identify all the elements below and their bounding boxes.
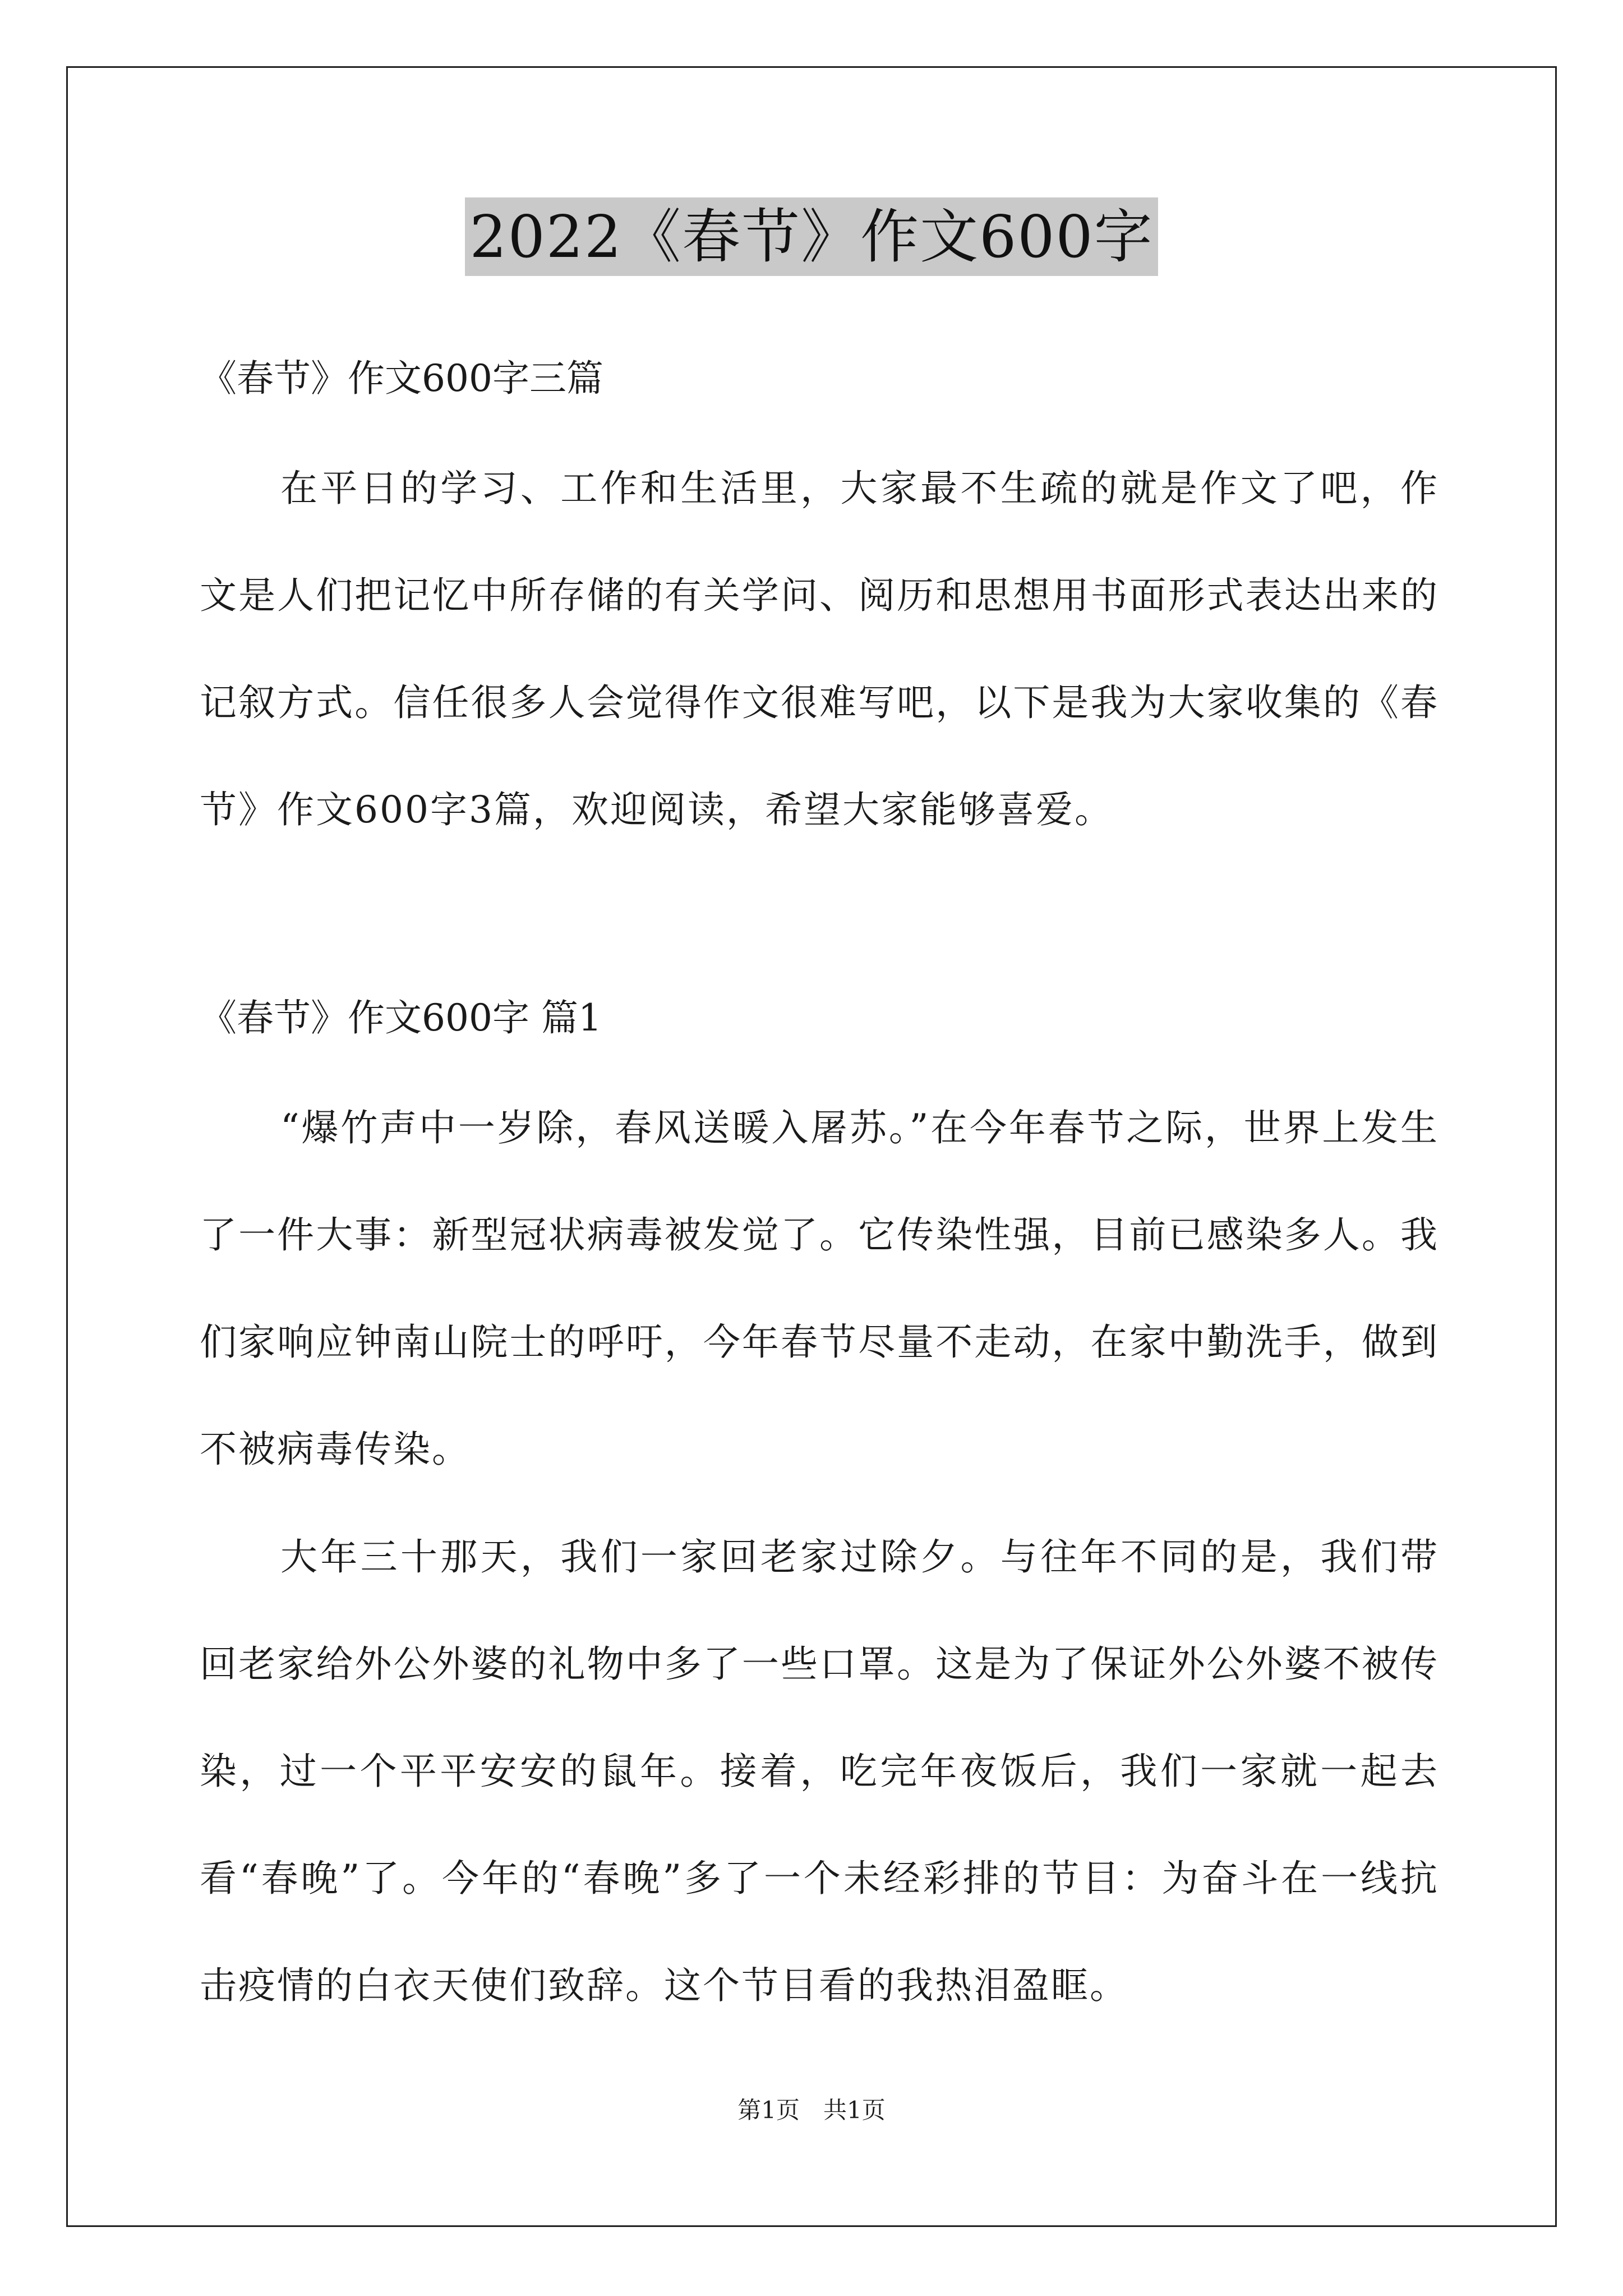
document-subtitle: 《春节》作文600字三篇	[200, 357, 603, 400]
intro-paragraph: 在平日的学习、工作和生活里，大家最不生疏的就是作文了吧，作文是人们把记忆中所存储的有关学问、阅历和思想用书面形式表达出来的记叙方式。信任很多人会觉得作文很难写吧，以下是我为大家收集的《春节》作文600字3篇，欢迎阅读，希望大家能够喜爱。	[200, 467, 1439, 831]
body-paragraph-2: 大年三十那天，我们一家回老家过除夕。与往年不同的是，我们带回老家给外公外婆的礼物中多了一些口罩。这是为了保证外公外婆不被传染，过一个平平安安的鼠年。接着，吃完年夜饭后，我们一家就一起去看“春晚”了。今年的“春晚”多了一个未经彩排的节目：为奋斗在一线抗击疫情的白衣天使们致辞。这个节目看的我热泪盈眶。	[200, 1535, 1439, 2007]
document-title: 2022《春节》作文600字	[465, 197, 1158, 276]
page-footer: 第1页 共1页	[737, 2096, 886, 2124]
section-heading: 《春节》作文600字 篇1	[200, 996, 602, 1039]
title-container	[0, 197, 1623, 276]
body-paragraph-1: “爆竹声中一岁除，春风送暖入屠苏。”在今年春节之际，世界上发生了一件大事：新型冠状病毒被发觉了。它传染性强，目前已感染多人。我们家响应钟南山院士的呼吁，今年春节尽量不走动，在家中勤洗手，做到不被病毒传染。	[200, 1106, 1439, 1471]
